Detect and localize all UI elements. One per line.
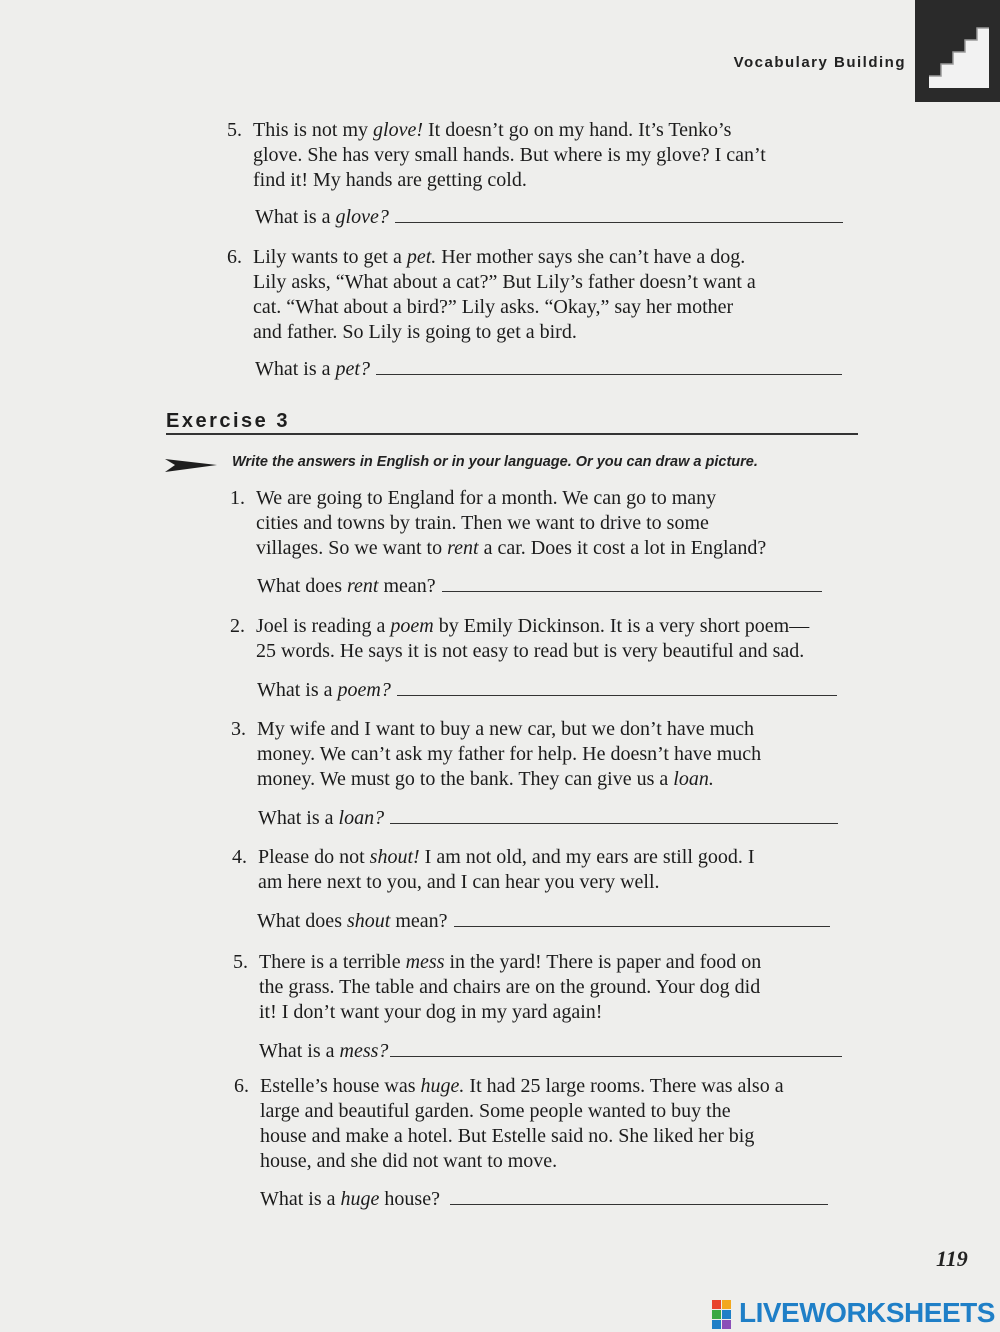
emphasized-word: mess? (339, 1040, 389, 1062)
item-3 (231, 717, 867, 792)
item-6 (234, 1074, 870, 1174)
item-number: 4. (232, 846, 247, 868)
question-shout (257, 908, 830, 934)
item-text (259, 950, 869, 1025)
answer-blank-mess[interactable] (390, 1038, 842, 1057)
emphasized-word: glove? (335, 206, 389, 228)
emphasized-word: huge (340, 1188, 380, 1210)
emphasized-word: huge. (420, 1075, 465, 1097)
text-line: money. We must go to the bank. They can give us a loan. (257, 768, 714, 790)
emphasized-word: mess (405, 951, 445, 973)
answer-blank-loan[interactable] (390, 805, 838, 824)
question-label: What is a loan? (258, 807, 385, 829)
question-huge (260, 1186, 828, 1212)
item-text (253, 118, 863, 193)
answer-blank-poem[interactable] (397, 677, 837, 696)
question-mess (259, 1038, 842, 1064)
question-label: What does rent mean? (257, 575, 436, 597)
emphasized-word: poem? (337, 679, 391, 701)
text-line: cities and towns by train. Then we want to drive to some (256, 512, 709, 534)
stairs-icon (915, 0, 1000, 102)
emphasized-word: pet? (335, 358, 370, 380)
answer-blank-shout[interactable] (454, 908, 830, 927)
item-5 (233, 950, 869, 1025)
item-text (258, 845, 868, 895)
text-line: 25 words. He says it is not easy to read but is very beautiful and sad. (256, 640, 805, 662)
answer-blank-pet[interactable] (376, 356, 842, 375)
text-line: am here next to you, and I can hear you very well. (258, 871, 660, 893)
text-line: house and make a hotel. But Estelle said no. She liked her big (260, 1125, 755, 1147)
question-label: What does shout mean? (257, 910, 448, 932)
exercise-instruction: Write the answers in English or in your language. Or you can draw a picture. (232, 454, 758, 470)
text-line: Please do not shout! I am not old, and my ears are still good. I (258, 846, 755, 868)
item-top-6 (227, 245, 863, 345)
text-line: large and beautiful garden. Some people wanted to buy the (260, 1100, 731, 1122)
text-line: cat. “What about a bird?” Lily asks. “Okay,” say her mother (253, 296, 734, 318)
item-text (260, 1074, 870, 1174)
text-line: it! I don’t want your dog in my yard again! (259, 1001, 603, 1023)
answer-blank-glove[interactable] (395, 204, 843, 223)
text-line: find it! My hands are getting cold. (253, 169, 527, 191)
liveworksheets-badge-icon (712, 1300, 734, 1328)
question-label: What is a poem? (257, 679, 391, 701)
item-number: 5. (233, 951, 248, 973)
text-line: Joel is reading a poem by Emily Dickinson. It is a very short poem— (256, 615, 810, 637)
question-rent (257, 573, 822, 599)
page-number: 119 (936, 1246, 968, 1271)
text-line: the grass. The table and chairs are on the ground. Your dog did (259, 976, 761, 998)
item-number: 2. (230, 615, 245, 637)
item-text (256, 614, 876, 664)
emphasized-word: rent (447, 537, 479, 559)
item-number: 6. (227, 246, 242, 268)
text-line: villages. So we want to rent a car. Does it cost a lot in England? (256, 537, 767, 559)
emphasized-word: loan. (673, 768, 714, 790)
question-label: What is a huge house? (260, 1188, 440, 1210)
item-number: 5. (227, 119, 242, 141)
text-line: glove. She has very small hands. But where is my glove? I can’t (253, 144, 766, 166)
item-number: 6. (234, 1075, 249, 1097)
emphasized-word: poem (390, 615, 434, 637)
text-line: and father. So Lily is going to get a bird. (253, 321, 577, 343)
emphasized-word: shout! (369, 846, 420, 868)
section-title: Vocabulary Building (733, 54, 906, 71)
question-label: What is a pet? (255, 358, 370, 380)
question-pet (255, 356, 842, 382)
text-line: This is not my glove! It doesn’t go on my hand. It’s Tenko’s (253, 119, 732, 141)
text-line: money. We can’t ask my father for help. He doesn’t have much (257, 743, 762, 765)
item-2 (230, 614, 876, 664)
emphasized-word: rent (346, 575, 379, 597)
question-glove (255, 204, 843, 230)
emphasized-word: pet. (406, 246, 437, 268)
question-label: What is a mess? (259, 1040, 389, 1062)
text-line: We are going to England for a month. We can go to many (256, 487, 717, 509)
heading-rule (166, 433, 858, 435)
text-line: My wife and I want to buy a new car, but we don’t have much (257, 718, 755, 740)
item-number: 3. (231, 718, 246, 740)
item-number: 1. (230, 487, 245, 509)
question-label: What is a glove? (255, 206, 389, 228)
item-text (253, 245, 863, 345)
item-top-5 (227, 118, 863, 193)
item-text (257, 717, 867, 792)
item-text (256, 486, 866, 561)
liveworksheets-logo (712, 1297, 1000, 1332)
emphasized-word: loan? (338, 807, 385, 829)
text-line: house, and she did not want to move. (260, 1150, 558, 1172)
emphasized-word: shout (346, 910, 391, 932)
item-1 (230, 486, 866, 561)
question-loan (258, 805, 838, 831)
arrow-icon (165, 456, 219, 474)
watermark-text: LIVEWORKSHEETS (739, 1297, 995, 1328)
text-line: Estelle’s house was huge. It had 25 large rooms. There was also a (260, 1075, 784, 1097)
text-line: Lily asks, “What about a cat?” But Lily’s father doesn’t want a (253, 271, 756, 293)
text-line: There is a terrible mess in the yard! There is paper and food on (259, 951, 762, 973)
emphasized-word: glove! (373, 119, 423, 141)
answer-blank-rent[interactable] (442, 573, 822, 592)
exercise-heading: Exercise 3 (166, 410, 290, 432)
text-line: Lily wants to get a pet. Her mother says she can’t have a dog. (253, 246, 746, 268)
item-4 (232, 845, 868, 895)
question-poem (257, 677, 837, 703)
answer-blank-huge[interactable] (450, 1186, 828, 1205)
